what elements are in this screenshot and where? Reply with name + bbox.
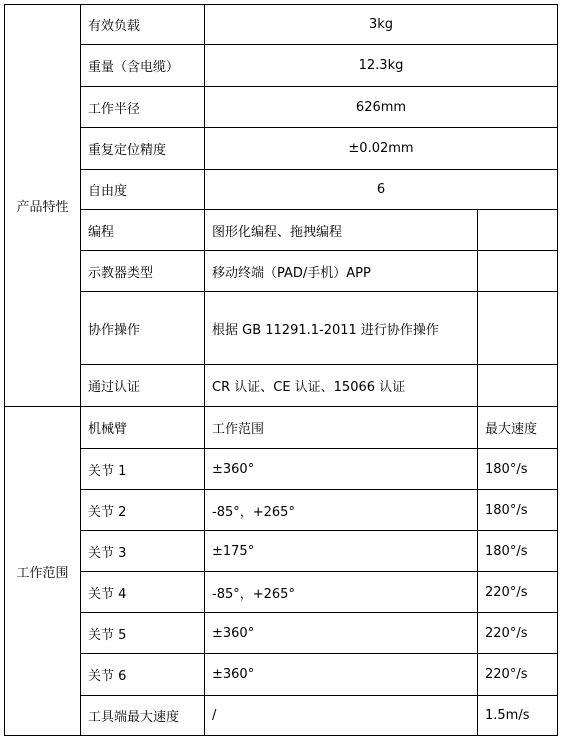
range-cell: -85°，+265° xyxy=(205,572,478,613)
table-row xyxy=(5,87,558,128)
table-row xyxy=(5,613,558,654)
row-extra xyxy=(478,251,558,292)
row-value: 根据 GB 11291.1-2011 进行协作操作 xyxy=(205,292,478,365)
table-row xyxy=(5,251,558,292)
row-label: 通过认证 xyxy=(81,365,205,407)
joint-cell: 关节 1 xyxy=(81,449,205,490)
row-label: 重量（含电缆） xyxy=(81,45,205,87)
joint-cell: 关节 5 xyxy=(81,613,205,654)
table-row xyxy=(5,128,558,170)
row-label: 示教器类型 xyxy=(81,251,205,292)
row-value: 6 xyxy=(205,170,558,210)
row-value: CR 认证、CE 认证、15066 认证 xyxy=(205,365,478,407)
column-header-speed: 最大速度 xyxy=(478,407,558,449)
table-row xyxy=(5,292,558,365)
range-cell: / xyxy=(205,696,478,736)
table-row xyxy=(5,5,558,45)
row-value: 12.3kg xyxy=(205,45,558,87)
row-label: 有效负载 xyxy=(81,5,205,45)
range-cell: ±360° xyxy=(205,449,478,490)
joint-cell: 关节 3 xyxy=(81,531,205,572)
row-extra xyxy=(478,365,558,407)
table-header-row xyxy=(5,407,558,449)
table-row xyxy=(5,210,558,251)
row-label: 重复定位精度 xyxy=(81,128,205,170)
row-label: 编程 xyxy=(81,210,205,251)
speed-cell: 1.5m/s xyxy=(478,696,558,736)
table-row xyxy=(5,572,558,613)
speed-cell: 220°/s xyxy=(478,613,558,654)
table-row xyxy=(5,696,558,736)
speed-cell: 180°/s xyxy=(478,531,558,572)
row-value: 移动终端（PAD/手机）APP xyxy=(205,251,478,292)
row-label: 工作半径 xyxy=(81,87,205,128)
table-row xyxy=(5,170,558,210)
category-product-features: 产品特性 xyxy=(5,5,81,407)
table-row xyxy=(5,531,558,572)
speed-cell: 220°/s xyxy=(478,654,558,696)
row-value: ±0.02mm xyxy=(205,128,558,170)
table-row xyxy=(5,449,558,490)
range-cell: ±175° xyxy=(205,531,478,572)
speed-cell: 180°/s xyxy=(478,490,558,531)
table-row xyxy=(5,365,558,407)
column-header-arm: 机械臂 xyxy=(81,407,205,449)
range-cell: ±360° xyxy=(205,654,478,696)
row-label: 自由度 xyxy=(81,170,205,210)
row-extra xyxy=(478,210,558,251)
row-extra xyxy=(478,292,558,365)
joint-cell: 关节 2 xyxy=(81,490,205,531)
range-cell: -85°，+265° xyxy=(205,490,478,531)
joint-cell: 关节 6 xyxy=(81,654,205,696)
table-row xyxy=(5,45,558,87)
row-value: 图形化编程、拖拽编程 xyxy=(205,210,478,251)
table-row xyxy=(5,490,558,531)
row-value: 3kg xyxy=(205,5,558,45)
range-cell: ±360° xyxy=(205,613,478,654)
joint-cell: 关节 4 xyxy=(81,572,205,613)
joint-cell: 工具端最大速度 xyxy=(81,696,205,736)
table-row xyxy=(5,654,558,696)
column-header-range: 工作范围 xyxy=(205,407,478,449)
category-work-range: 工作范围 xyxy=(5,407,81,736)
speed-cell: 180°/s xyxy=(478,449,558,490)
row-label: 协作操作 xyxy=(81,292,205,365)
speed-cell: 220°/s xyxy=(478,572,558,613)
spec-table xyxy=(4,4,558,736)
row-value: 626mm xyxy=(205,87,558,128)
